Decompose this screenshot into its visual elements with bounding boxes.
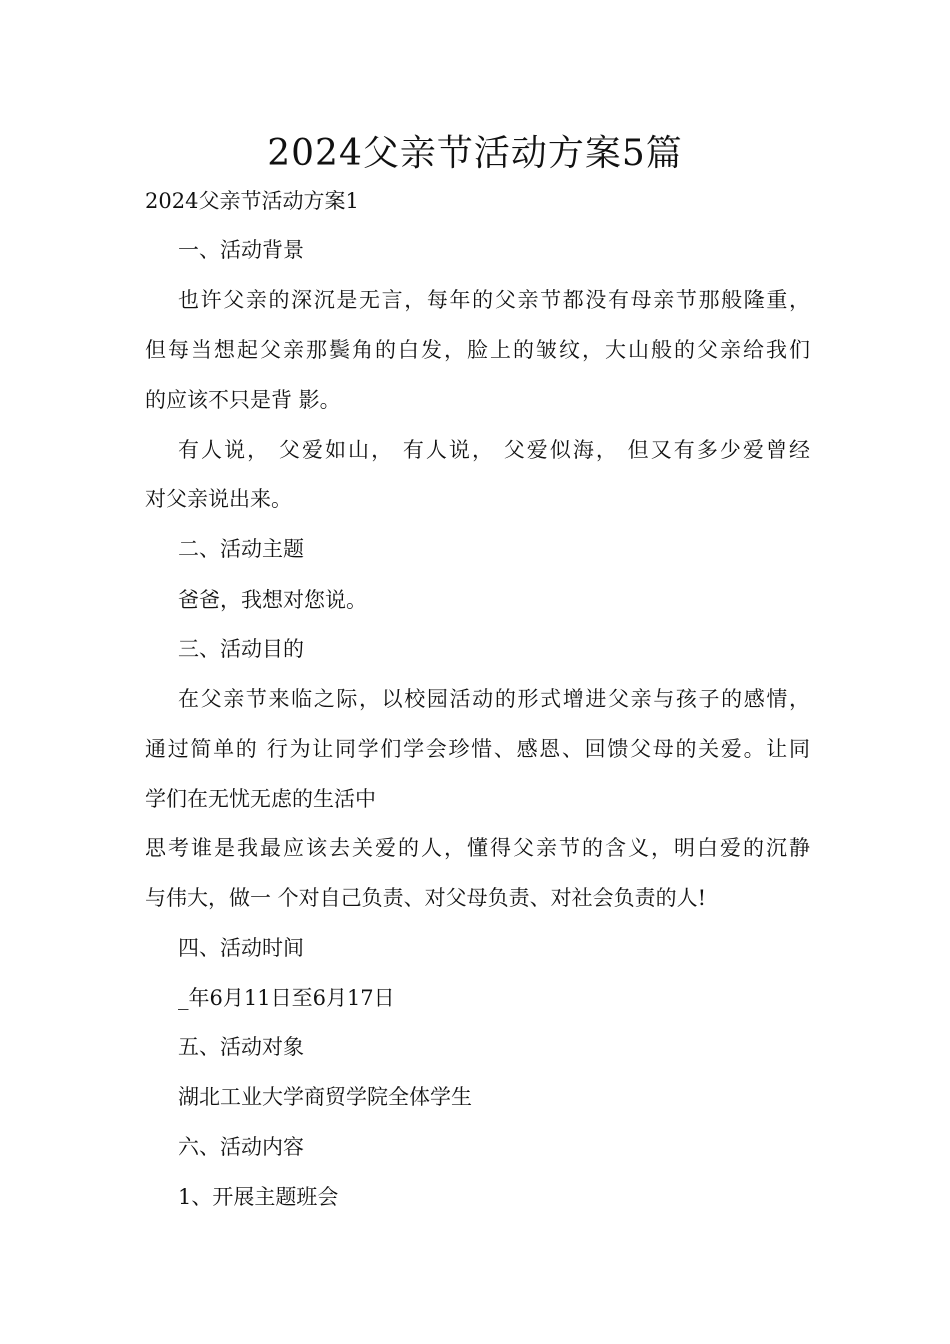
- paragraph-line: 通过简单的 行为让同学们学会珍惜、感恩、回馈父母的关爱。让同: [145, 737, 810, 761]
- paragraph-line: _年6月11日至6月17日: [178, 986, 395, 1010]
- section-heading-theme: 二、活动主题: [178, 537, 304, 561]
- page-title: 2024父亲节活动方案5篇: [267, 133, 683, 174]
- paragraph-line: 学们在无忧无虑的生活中: [145, 787, 376, 811]
- document-subtitle: 2024父亲节活动方案1: [145, 189, 359, 213]
- paragraph-line: 有人说， 父爱如山， 有人说， 父爱似海， 但又有多少爱曾经: [178, 438, 810, 462]
- paragraph-line: 与伟大，做一 个对自己负责、对父母负责、对社会负责的人!: [145, 886, 707, 910]
- paragraph-line: 也许父亲的深沉是无言，每年的父亲节都没有母亲节那般隆重，: [178, 288, 810, 312]
- section-heading-content: 六、活动内容: [178, 1135, 304, 1159]
- section-heading-background: 一、活动背景: [178, 238, 304, 262]
- section-heading-target: 五、活动对象: [178, 1035, 304, 1059]
- paragraph-line: 在父亲节来临之际，以校园活动的形式增进父亲与孩子的感情，: [178, 687, 810, 711]
- paragraph-line: 爸爸，我想对您说。: [178, 588, 367, 612]
- paragraph-line: 思考谁是我最应该去关爱的人，懂得父亲节的含义，明白爱的沉静: [145, 836, 810, 860]
- paragraph-line: 但每当想起父亲那鬓角的白发，脸上的皱纹，大山般的父亲给我们: [145, 338, 810, 362]
- paragraph-line: 对父亲说出来。: [145, 487, 292, 511]
- section-heading-purpose: 三、活动目的: [178, 637, 304, 661]
- section-heading-time: 四、活动时间: [178, 936, 304, 960]
- list-item: 1、开展主题班会: [178, 1185, 339, 1209]
- paragraph-line: 的应该不只是背 影。: [145, 388, 341, 412]
- paragraph-line: 湖北工业大学商贸学院全体学生: [178, 1085, 472, 1109]
